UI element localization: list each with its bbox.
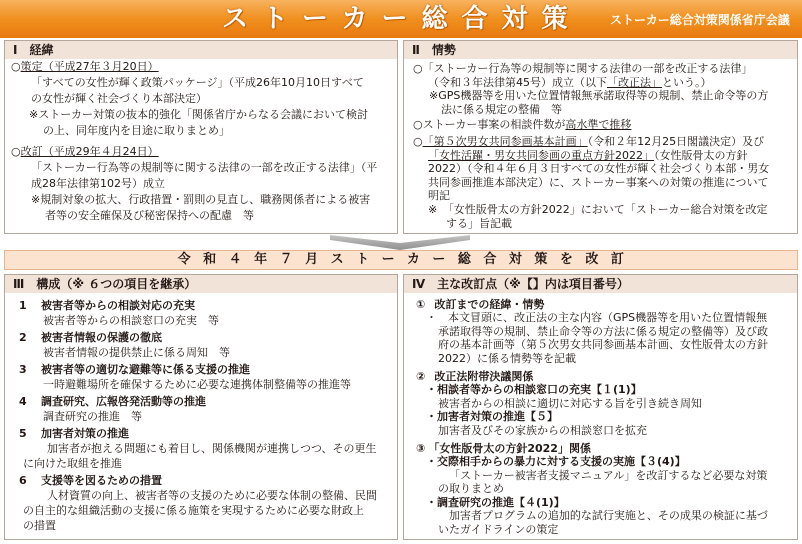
circled-number: ② — [416, 370, 426, 384]
list-item — [5, 394, 397, 424]
text-line: 承諾取得等の規制、禁止命令等の方法に係る規定の整備等）及び政 — [438, 324, 768, 338]
text-line: ※GPS機器等を用いた位置情報無承諾取得等の規制、禁止命令等の方 — [429, 89, 769, 103]
organization-name: ストーカー総合対策関係省庁会議 — [610, 13, 790, 27]
group-heading — [416, 298, 797, 311]
section-body — [404, 293, 797, 536]
list-item — [5, 362, 397, 392]
text-line — [428, 76, 797, 90]
list-item — [5, 330, 397, 360]
item-title: 被害者等からの相談対応の充実 — [41, 299, 195, 312]
text-line: いたガイドラインの策定 — [438, 522, 559, 536]
text-line — [11, 144, 397, 160]
text-line — [413, 135, 797, 149]
text-line: 者等の安全確保及び秘密保持への配慮 等 — [45, 209, 254, 222]
revision-group — [404, 298, 797, 365]
text-line: の女性が輝く社会づくり本部決定） — [31, 92, 207, 105]
text-line: 被害者からの相談に適切に対応する旨を引き続き周知 — [438, 396, 702, 410]
bullet-line: ・相談者等からの相談窓口の充実【１(1)】 — [426, 383, 642, 397]
text-line: ※ストーカー対策の抜本的強化「関係省庁からなる会議において検討 — [29, 108, 368, 121]
text-line: 共同参画推進本部決定）に、ストーカー事案への対策の推進について — [428, 175, 769, 189]
text-line: 2022）（令和４年６月３日すべての女性が輝く社会づくり本部・男女 — [428, 162, 770, 176]
section-body — [5, 59, 397, 224]
text-line — [428, 149, 797, 163]
item-number: 2 — [19, 330, 27, 344]
item-number: 1 — [19, 299, 27, 312]
item-detail: の措置 — [23, 519, 56, 533]
section-heading: Ⅳ 主な改訂点（※【】内は項目番号） — [404, 275, 797, 293]
group-heading — [416, 370, 797, 383]
item-detail: 加害者が抱える問題にも着目し、関係機関が連携しつつ、その更生 — [47, 441, 377, 455]
revision-group — [404, 442, 797, 536]
item-title: 加害者対策の推進 — [41, 426, 129, 440]
section-history — [4, 40, 398, 234]
item-number: 6 — [19, 473, 27, 487]
list-item — [5, 298, 397, 328]
underlined-text: 策定（平成27年３月20日） — [20, 60, 159, 73]
circle-bullet: ○ — [11, 145, 21, 158]
section-body — [404, 59, 797, 230]
item-detail: 人材資質の向上、被害者等の支援のために必要な体制の整備、民間 — [47, 488, 377, 502]
bullet-line: ・調査研究の推進【４(1)】 — [426, 495, 565, 509]
underlined-text: 高水準で推移 — [565, 118, 632, 132]
group-title: 改正法附帯決議関係 — [434, 370, 534, 384]
circle-bullet: ○ — [413, 134, 423, 148]
text-line: ○「ストーカー行為等の規制等に関する法律の一部を改正する法律」 — [413, 62, 753, 75]
item-title: 被害者等の適切な避難等に係る支援の推進 — [41, 362, 250, 376]
bullet-line: ・加害者対策の推進【５】 — [426, 410, 558, 424]
text-line: 「すべての女性が輝く政策パッケージ」（平成26年10月10日すべて — [31, 76, 364, 89]
text-line — [11, 59, 397, 75]
underlined-text: 「改正法」 — [607, 75, 662, 89]
text-line: の上、同年度内を目途に取りまとめ」 — [43, 124, 230, 137]
item-number: 4 — [19, 394, 27, 408]
underlined-text: 改訂（平成29年４月24日） — [20, 145, 159, 158]
text-line: 「ストーカー行為等の規制等に関する法律の一部を改正する法律」（平 — [31, 161, 378, 174]
text-segment: ○ストーカー事案の相談件数が — [413, 118, 566, 132]
text-segment: という。） — [662, 75, 712, 89]
text-line: 法に係る規定の整備 等 — [441, 102, 562, 116]
text-segment: （令和３年法律第45号）成立（以下 — [428, 75, 607, 89]
text-line: ※ 「女性版骨太の方針2022」において「ストーカー総合対策を改定 — [428, 202, 768, 216]
down-chevron-icon — [330, 235, 470, 250]
item-title: 被害者情報の保護の徹底 — [41, 330, 162, 344]
section-heading: Ⅱ 情勢 — [404, 41, 797, 59]
item-detail: の自主的な組織活動の支援に係る施策を実現するために必要な財政上 — [23, 504, 364, 518]
page-title: ストーカー総合対策 — [222, 4, 582, 34]
item-detail: に向けた取組を推進 — [23, 457, 122, 471]
revision-group — [404, 370, 797, 437]
section-body — [5, 293, 397, 534]
underlined-text: 「第５次男女共同参画基本計画」 — [422, 134, 588, 148]
group-title: 改訂までの経緯・情勢 — [434, 298, 545, 311]
group-title: 「女性版骨太の方針2022」関係 — [428, 442, 591, 456]
revision-banner: 令和４年７月ストーカー総合対策を改訂 — [4, 250, 798, 270]
item-detail: 一時避難場所を確保するために必要な連携体制整備等の推進等 — [43, 378, 351, 392]
circled-number: ① — [416, 298, 426, 311]
bullet-line: ・交際相手からの暴力に対する支援の実施【３(4)】 — [426, 455, 686, 469]
item-detail: 被害者等からの相談窓口の充実 等 — [43, 314, 219, 328]
item-title: 支援等を図るための措置 — [41, 473, 162, 487]
text-line — [413, 118, 797, 132]
text-line: する」旨記載 — [446, 216, 512, 230]
underlined-text: 「女性活躍・男女共同参画の重点方針2022」 — [428, 148, 654, 162]
text-line: 成28年法律第102号）成立 — [31, 177, 165, 190]
section-heading: Ⅲ 構成（※ ６つの項目を継承） — [5, 275, 397, 293]
item-detail: 被害者情報の提供禁止に係る周知 等 — [43, 346, 230, 360]
item-title: 調査研究、広報啓発活動等の推進 — [41, 394, 206, 408]
text-segment: （女性版骨太の方針 — [654, 148, 748, 162]
group-heading — [416, 442, 797, 455]
item-number: 3 — [19, 362, 27, 376]
section-revisions — [403, 274, 798, 540]
text-line: の取りまとめ — [438, 482, 504, 496]
section-structure — [4, 274, 398, 540]
text-line: 「ストーカー被害者支援マニュアル」を改訂するなど必要な対策 — [449, 468, 768, 482]
circled-number: ③ — [416, 442, 426, 456]
text-segment: （令和２年12月25日閣議決定）及び — [587, 134, 765, 148]
text-line: ・ 本文冒頭に、改正法の主な内容（GPS機器等を用いた位置情報無 — [426, 311, 768, 325]
section-situation — [403, 40, 798, 234]
text-line: 加害者プログラムの追加的な試行実施と、その成果の検証に基づ — [449, 509, 768, 523]
text-line: ※規制対象の拡大、行政措置・罰則の見直し、職務関係者による被害 — [31, 193, 371, 206]
list-item — [5, 473, 397, 534]
item-detail: 調査研究の推進 等 — [43, 409, 142, 423]
list-item — [5, 426, 397, 472]
item-number: 5 — [19, 426, 27, 440]
section-heading: Ⅰ 経緯 — [5, 41, 397, 59]
title-banner — [0, 0, 802, 38]
text-line: 加害者及びその家族からの相談窓口を拡充 — [438, 423, 647, 437]
text-line: 明記 — [428, 189, 450, 203]
text-line: 2022）に係る情勢等を記載 — [438, 351, 576, 365]
circle-bullet: ○ — [11, 60, 21, 73]
text-line: 府の基本計画等（第５次男女共同参画基本計画、女性版骨太の方針 — [438, 338, 768, 352]
